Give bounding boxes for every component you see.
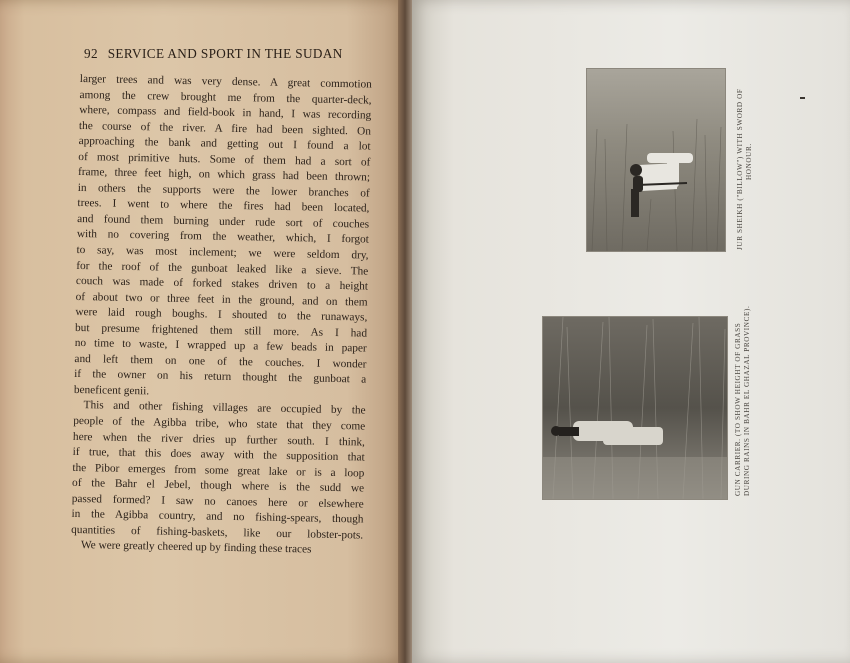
body-line: but presume frightened them still more. As I had	[74, 321, 368, 340]
running-head-title: SERVICE AND SPORT IN THE SUDAN	[107, 46, 343, 61]
body-line: and left them on one of the couches. I wonder	[74, 352, 367, 371]
body-line: quantities of fishing-baskets, like our lobster-pots.	[71, 523, 364, 542]
book-gutter	[398, 0, 412, 663]
photo-gun-carrier	[542, 316, 728, 500]
body-line: passed formed? I saw no canoes here or elsewhere	[71, 492, 364, 511]
body-line: We were greatly cheered up by finding these traces	[80, 539, 312, 556]
body-line: the Pibor emerges from some great lake or is a loop	[72, 461, 365, 480]
body-line: among the crew brought me from the quarter-deck,	[79, 88, 372, 107]
body-line: and found them burning under rude sort of couches	[77, 212, 370, 231]
body-line: in the Agibba country, and no fishing-spears, though	[71, 508, 364, 526]
body-line: people of the Agibba tribe, who state that they come	[73, 414, 366, 433]
body-line: to say, was most inclement; we were seldom dry,	[76, 243, 369, 262]
body-line: with no covering from the weather, which, I forgot	[76, 228, 369, 247]
body-line: where, compass and field-book in hand, I was recording	[79, 104, 372, 122]
body-line: of the Bahr el Jebel, though where is the sudd we	[71, 477, 365, 495]
body-line: trees. I went to where the fires had been located,	[77, 197, 370, 215]
paper-speck	[800, 97, 805, 99]
body-line: of most primitive huts. Some of them had a sort of	[78, 150, 371, 169]
body-line: frame, three feet high, on which grass had been thrown;	[77, 166, 371, 184]
body-line: the course of the river. A fire had been sighted. On	[78, 119, 372, 138]
caption-top-line-2: HONOUR.	[745, 143, 753, 180]
page-number: 92	[84, 46, 98, 61]
body-line: of about two or three feet in the ground, and on them	[75, 290, 368, 309]
body-line: if the owner on his return thought the gunboat a	[74, 368, 367, 386]
body-text	[71, 72, 372, 559]
body-line: couch was made of forked stakes driven to a height	[75, 275, 369, 293]
caption-bottom-line-2: DURING RAINS IN BAHR EL GHAZAL PROVINCE).	[743, 305, 751, 496]
body-line: larger trees and was very dense. A great commotion	[79, 72, 372, 91]
caption-bottom-line-1: GUN CARRIER. (TO SHOW HEIGHT OF GRASS	[734, 322, 742, 496]
caption-bottom	[734, 306, 752, 496]
body-line: if true, that this does away with the supposition that	[72, 446, 365, 464]
body-line: no time to waste, I wrapped up a few beads in paper	[74, 337, 367, 355]
caption-top-line-1: JUR SHEIKH ("BILLOW") WITH SWORD OF	[736, 88, 744, 250]
running-header	[84, 46, 374, 62]
body-line: This and other fishing villages are occupied by the	[83, 399, 366, 418]
body-line: in others the supports were the lower branches of	[77, 181, 370, 200]
body-line: beneficent genii.	[73, 383, 150, 398]
body-line: approaching the bank and getting out I found a lot	[78, 135, 371, 153]
photo-jur-sheikh	[586, 68, 726, 252]
body-line: were laid rough boughs. I shouted to the runaways,	[75, 306, 368, 324]
body-line: here when the river dries up further south. I think,	[72, 430, 366, 449]
body-line: for the roof of the gunboat leaked like a sieve. The	[76, 259, 369, 278]
caption-top	[736, 89, 754, 251]
